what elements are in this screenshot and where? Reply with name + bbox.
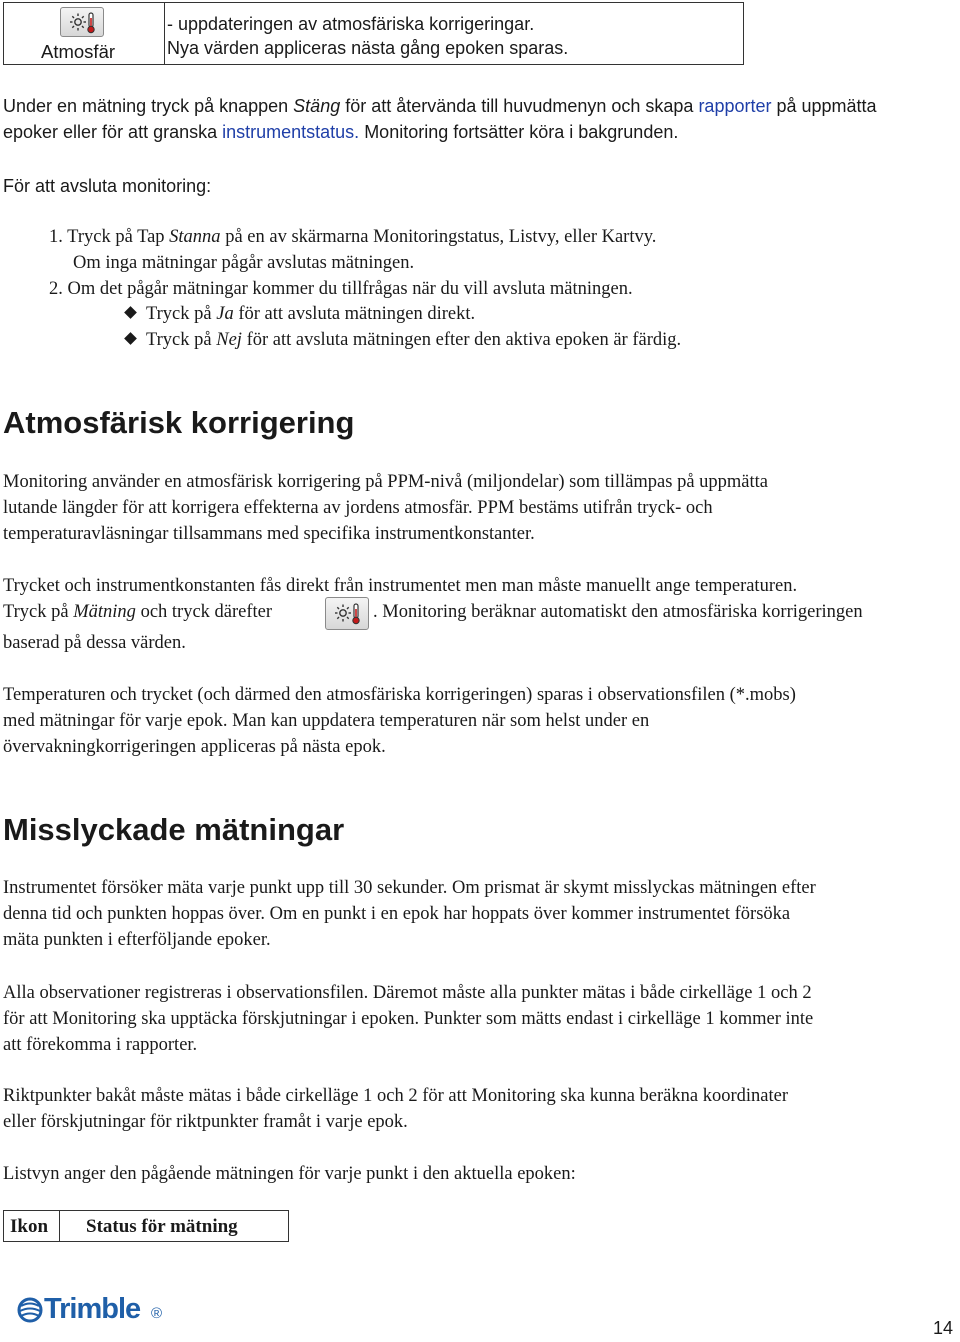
trimble-logo-text: Trimble	[44, 1293, 141, 1325]
atmos-p2-l1: Trycket och instrumentkonstanten fås direkt från instrumentet men man måste manuellt ange temperaturen.	[3, 576, 798, 596]
step-1: 1. Tryck på Tap Stanna på en av skärmarna Monitoringstatus, Listvy, eller Kartvy.	[49, 227, 657, 247]
atmos-p3-l2: med mätningar för varje epok. Man kan uppdatera temperaturen när som helst under en	[3, 711, 650, 731]
atmosphere-inline-button[interactable]	[325, 597, 369, 630]
registered-mark: ®	[151, 1305, 163, 1322]
atmos-p2-l2a: Tryck på Mätning och tryck därefter	[3, 602, 273, 622]
col-ikon: Ikon	[10, 1216, 49, 1237]
atmosphere-label: Atmosfär	[41, 41, 116, 62]
instrumentstatus-link[interactable]: instrumentstatus.	[222, 122, 360, 142]
intro-line1: Under en mätning tryck på knappen Stäng för att återvända till huvudmenyn och skapa rapporter på uppmätta	[3, 96, 877, 116]
atmos-p2-l3: baserad på dessa värden.	[3, 633, 186, 653]
bullet-icon	[124, 332, 137, 345]
failed-p1-l3: mäta punkten i efterföljande epoker.	[3, 930, 271, 950]
failed-p2-l3: att förekomma i rapporter.	[3, 1035, 198, 1055]
atmos-p3-l3: övervakningkorrigeringen appliceras på nästa epok.	[3, 737, 386, 757]
atmos-heading: Atmosfärisk korrigering	[3, 405, 355, 440]
bullet-nej: Tryck på Nej för att avsluta mätningen efter den aktiva epoken är färdig.	[126, 329, 681, 351]
step-1-line2: Om inga mätningar pågår avslutas mätningen.	[73, 253, 415, 273]
page-number: 14	[933, 1318, 954, 1338]
atmos-p2-l2c: . Monitoring beräknar automatiskt den atmosfäriska korrigeringen	[373, 602, 863, 622]
status-table-header	[3, 1210, 289, 1242]
trimble-globe-icon	[17, 1297, 43, 1323]
stop-heading: För att avsluta monitoring:	[3, 176, 212, 196]
atmosphere-table	[3, 2, 744, 65]
failed-p4-l1: Listvyn anger den pågående mätningen för varje punkt i den aktuella epoken:	[3, 1164, 576, 1184]
intro-line2: epoker eller för att granska instrumentstatus. Monitoring fortsätter köra i bakgrunden.	[3, 122, 679, 142]
atmos-p1-l2: lutande längder för att korrigera effekterna av jordens atmosfär. PPM bestäms utifrån tryck- och	[3, 498, 713, 518]
bullet-icon	[124, 306, 137, 319]
atmosphere-desc-line1: - uppdateringen av atmosfäriska korrigeringar.	[167, 14, 535, 34]
failed-p2-l2: för att Monitoring ska upptäcka förskjutningar i epoken. Punkter som mätts endast i cirkelläge 1 kommer inte	[3, 1009, 814, 1029]
atmos-p3-l1: Temperaturen och trycket (och därmed den atmosfäriska korrigeringen) sparas i observationsfilen (*.mobs)	[3, 685, 796, 705]
col-status: Status för mätning	[86, 1216, 238, 1237]
stanna-term: Stanna	[169, 227, 221, 247]
failed-p1-l2: denna tid och punkten hoppas över. Om en punkt i en epok har hoppats över kommer instrumentet försöka	[3, 904, 791, 924]
stang-term: Stäng	[293, 96, 341, 116]
failed-p2-l1: Alla observationer registreras i observationsfilen. Däremot måste alla punkter mätas i både cirkelläge 1 och 2	[3, 983, 812, 1003]
failed-heading: Misslyckade mätningar	[3, 812, 345, 847]
atmos-p1-l3: temperaturavläsningar tillsammans med specifika instrumentkonstanter.	[3, 524, 535, 544]
table-divider	[164, 3, 165, 64]
bullet-ja: Tryck på Ja för att avsluta mätningen direkt.	[126, 303, 475, 325]
step-2: 2. Om det pågår mätningar kommer du tillfrågas när du vill avsluta mätningen.	[49, 279, 633, 299]
failed-p3-l1: Riktpunkter bakåt måste mätas i både cirkelläge 1 och 2 för att Monitoring ska kunna beräkna koordinater	[3, 1086, 788, 1106]
matning-term: Mätning	[73, 602, 136, 622]
rapporter-link[interactable]: rapporter	[698, 96, 772, 116]
atmosphere-button[interactable]	[60, 7, 104, 37]
thermometer-sun-icon	[69, 11, 97, 35]
failed-p3-l2: eller förskjutningar för riktpunkter framåt i varje epok.	[3, 1112, 408, 1132]
trimble-logo	[17, 1293, 177, 1326]
atmos-p1-l1: Monitoring använder en atmosfärisk korrigering på PPM-nivå (miljondelar) som tillämpas på uppmätta	[3, 472, 769, 492]
failed-p1-l1: Instrumentet försöker mäta varje punkt upp till 30 sekunder. Om prismat är skymt misslyckas mätningen efter	[3, 878, 816, 898]
atmosphere-desc-line2: Nya värden appliceras nästa gång epoken sparas.	[167, 38, 569, 58]
thermometer-sun-icon	[334, 602, 362, 626]
table-divider	[59, 1211, 60, 1241]
